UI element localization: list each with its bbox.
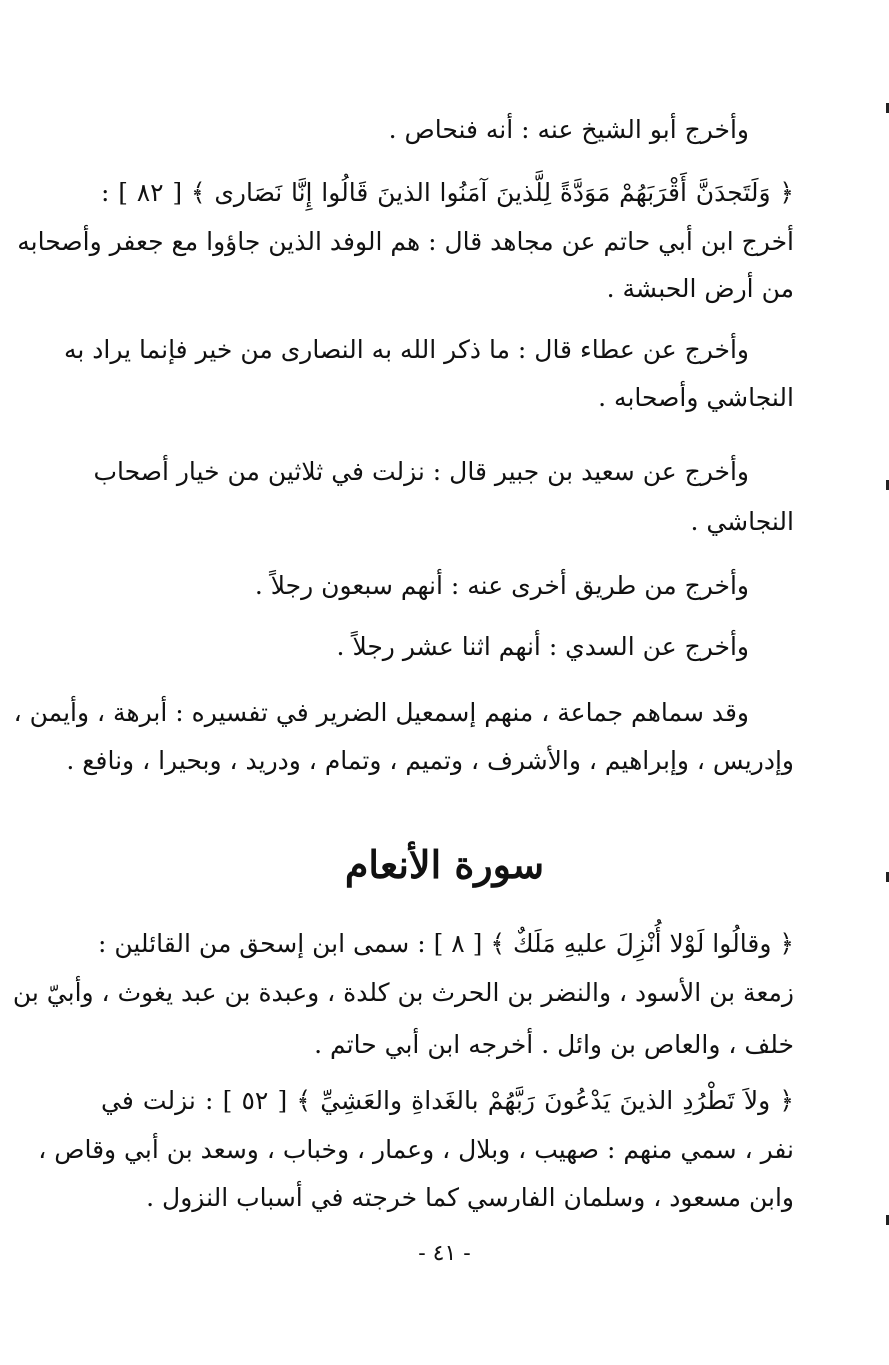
text-line: نفر ، سمي منهم : صهيب ، وبلال ، وعمار ، وخباب ، وسعد بن أبي وقاص ،	[38, 1135, 794, 1164]
text-line: وأخرج أبو الشيخ عنه : أنه فنحاص .	[388, 115, 749, 144]
quran-verse-line: ﴿ ولاَ تَطْرُدِ الذينَ يَدْعُونَ رَبَّهُمْ بالغَداةِ والعَشِيِّ ﴾ [ ٥٢ ] : نزلت في	[101, 1086, 794, 1115]
text-line: وابن مسعود ، وسلمان الفارسي كما خرجته في أسباب النزول .	[146, 1183, 794, 1212]
text-line: النجاشي وأصحابه .	[598, 383, 794, 412]
quran-verse-line: ﴿ وَلَتَجدَنَّ أَقْرَبَهُمْ مَوَدَّةً لِلَّذينَ آمَنُوا الذينَ قَالُوا إِنَّا نَصَارى ﴾ [ ٨٢ ] :	[101, 178, 794, 207]
surah-heading: سورة الأنعام	[344, 842, 545, 887]
text-line: وقد سماهم جماعة ، منهم إسمعيل الضرير في تفسيره : أبرهة ، وأيمن ،	[13, 698, 749, 727]
text-line: وأخرج عن سعيد بن جبير قال : نزلت في ثلاثين من خيار أصحاب	[93, 457, 749, 486]
page-number: - ٤١ -	[418, 1241, 471, 1266]
quran-verse-line: ﴿ وقالُوا لَوْلا أُنْزِلَ عليهِ مَلَكٌ ﴾ [ ٨ ] : سمى ابن إسحق من القائلين :	[97, 929, 794, 958]
text-line: خلف ، والعاص بن وائل . أخرجه ابن أبي حاتم .	[314, 1030, 794, 1059]
text-line: زمعة بن الأسود ، والنضر بن الحرث بن كلدة ، وعبدة بن عبد يغوث ، وأبيّ بن	[12, 978, 794, 1007]
text-line: النجاشي .	[690, 507, 794, 536]
text-line: وأخرج عن السدي : أنهم اثنا عشر رجلاً .	[336, 632, 749, 661]
text-line: وأخرج عن عطاء قال : ما ذكر الله به النصارى من خير فإنما يراد به	[63, 335, 749, 364]
text-line: وأخرج من طريق أخرى عنه : أنهم سبعون رجلاً .	[254, 571, 749, 600]
text-line: من أرض الحبشة .	[606, 274, 794, 303]
text-line: وإدريس ، وإبراهيم ، والأشرف ، وتميم ، وتمام ، ودريد ، وبحيرا ، ونافع .	[66, 746, 794, 775]
text-line: أخرج ابن أبي حاتم عن مجاهد قال : هم الوفد الذين جاؤوا مع جعفر وأصحابه	[17, 227, 794, 256]
